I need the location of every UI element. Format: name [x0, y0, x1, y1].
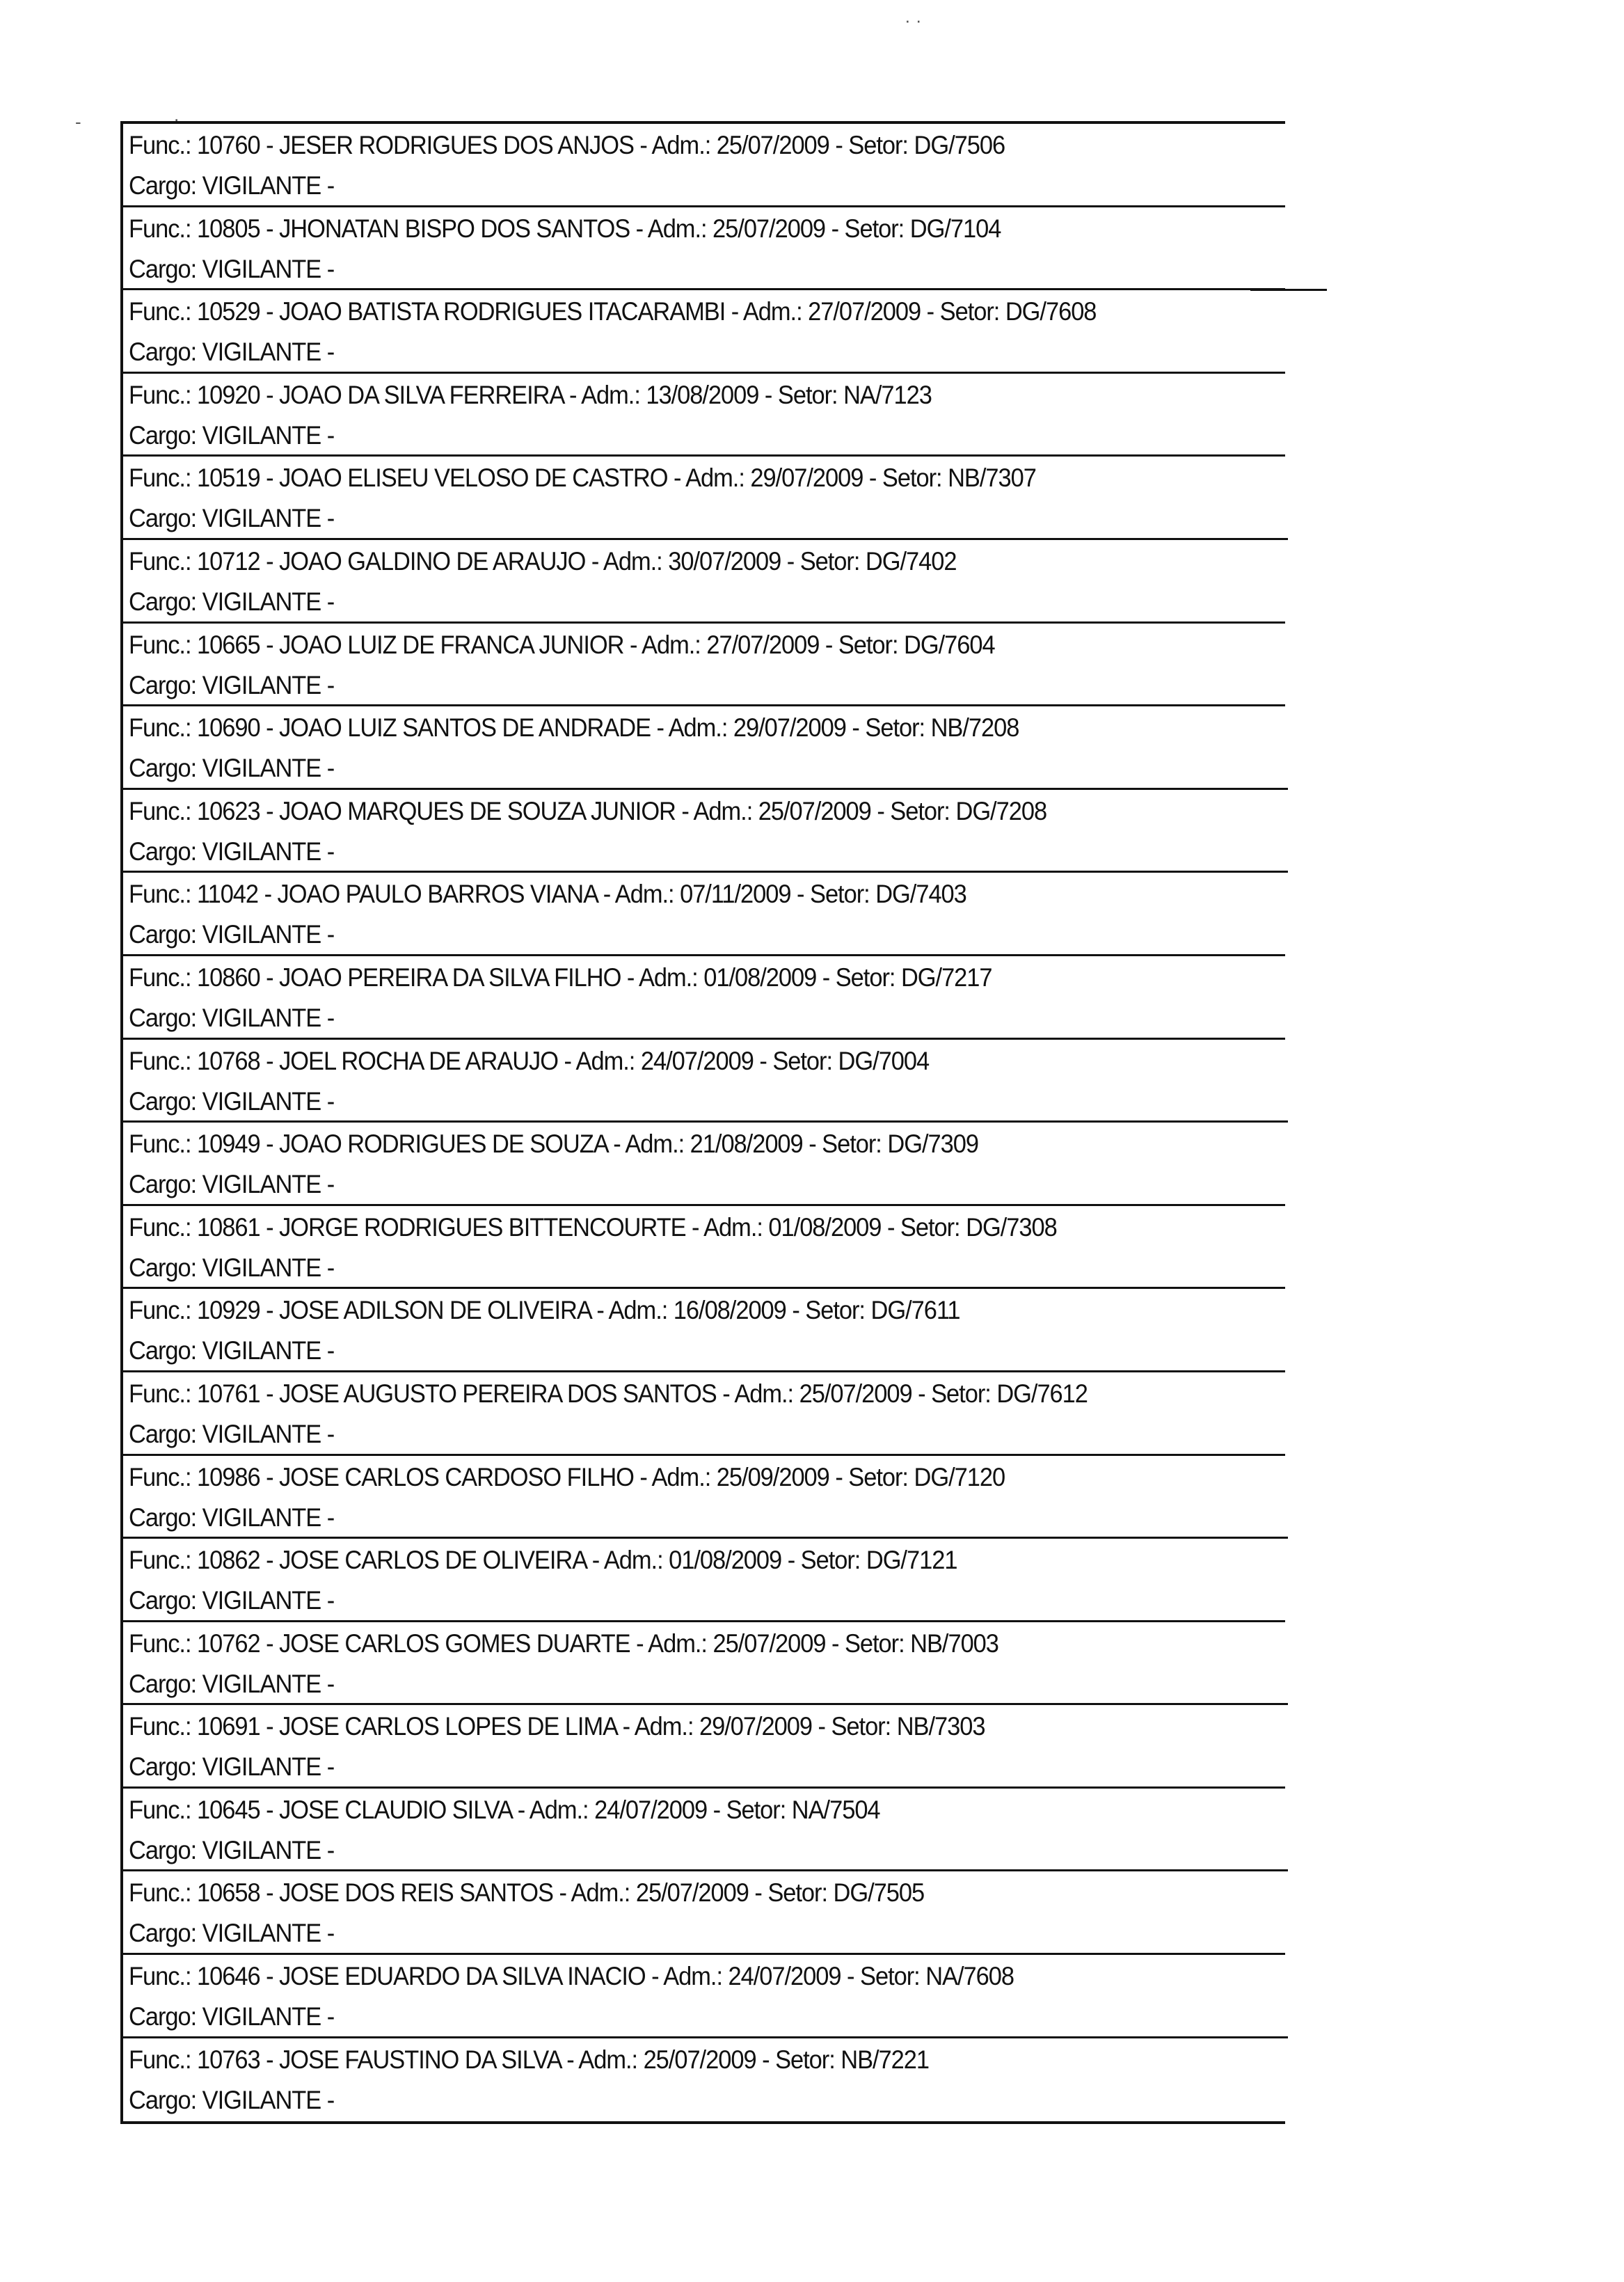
employee-func-line: Func.: 10763 - JOSE FAUSTINO DA SILVA - Adm.: 25/07/2009 - Setor: NB/7221: [129, 2045, 930, 2074]
employee-record: [123, 374, 1285, 457]
employee-func-line: Func.: 10860 - JOAO PEREIRA DA SILVA FILHO - Adm.: 01/08/2009 - Setor: DG/7217: [129, 962, 992, 992]
employee-func-line: Func.: 10645 - JOSE CLAUDIO SILVA - Adm.: 24/07/2009 - Setor: NA/7504: [129, 1795, 880, 1824]
employee-cargo-line: Cargo: VIGILANTE -: [129, 1253, 335, 1282]
employee-cargo-line: Cargo: VIGILANTE -: [129, 670, 335, 699]
employee-cargo-line: Cargo: VIGILANTE -: [129, 920, 335, 949]
employee-record: [123, 1622, 1285, 1706]
employee-record: [123, 1206, 1285, 1290]
employee-list: [120, 121, 1285, 2124]
employee-func-line: Func.: 10929 - JOSE ADILSON DE OLIVEIRA - Adm.: 16/08/2009 - Setor: DG/7611: [129, 1296, 960, 1325]
employee-func-line: Func.: 11042 - JOAO PAULO BARROS VIANA - Adm.: 07/11/2009 - Setor: DG/7403: [129, 880, 966, 909]
employee-func-line: Func.: 10949 - JOAO RODRIGUES DE SOUZA - Adm.: 21/08/2009 - Setor: DG/7309: [129, 1130, 978, 1159]
employee-record: [123, 1040, 1285, 1123]
employee-cargo-line: Cargo: VIGILANTE -: [129, 1170, 335, 1199]
employee-record: [123, 624, 1285, 707]
employee-func-line: Func.: 10760 - JESER RODRIGUES DOS ANJOS - Adm.: 25/07/2009 - Setor: DG/7506: [129, 131, 1005, 159]
employee-record: [123, 873, 1285, 956]
employee-cargo-line: Cargo: VIGILANTE -: [129, 1336, 335, 1365]
employee-record: [123, 1539, 1285, 1622]
employee-func-line: Func.: 10646 - JOSE EDUARDO DA SILVA INACIO - Adm.: 24/07/2009 - Setor: NA/7608: [129, 1962, 1014, 1991]
employee-func-line: Func.: 10986 - JOSE CARLOS CARDOSO FILHO - Adm.: 25/09/2009 - Setor: DG/7120: [129, 1462, 1005, 1491]
employee-record: [123, 207, 1285, 291]
employee-func-line: Func.: 10690 - JOAO LUIZ SANTOS DE ANDRADE - Adm.: 29/07/2009 - Setor: NB/7208: [129, 713, 1019, 743]
employee-record: [123, 1289, 1285, 1372]
employee-cargo-line: Cargo: VIGILANTE -: [129, 587, 335, 616]
employee-record: [123, 124, 1285, 207]
employee-cargo-line: Cargo: VIGILANTE -: [129, 420, 335, 450]
employee-record: [123, 290, 1285, 374]
employee-cargo-line: Cargo: VIGILANTE -: [129, 171, 335, 200]
employee-cargo-line: Cargo: VIGILANTE -: [129, 754, 335, 783]
scan-speck-mark: -: [75, 111, 81, 132]
employee-func-line: Func.: 10658 - JOSE DOS REIS SANTOS - Adm.: 25/07/2009 - Setor: DG/7505: [129, 1878, 925, 1908]
employee-cargo-line: Cargo: VIGILANTE -: [129, 1503, 335, 1532]
employee-record: [123, 1955, 1285, 2038]
employee-cargo-line: Cargo: VIGILANTE -: [129, 1419, 335, 1448]
employee-func-line: Func.: 10519 - JOAO ELISEU VELOSO DE CASTRO - Adm.: 29/07/2009 - Setor: NB/7307: [129, 463, 1036, 493]
employee-record: [123, 1372, 1285, 1456]
employee-record: [123, 540, 1285, 624]
employee-func-line: Func.: 10920 - JOAO DA SILVA FERREIRA - Adm.: 13/08/2009 - Setor: NA/7123: [129, 380, 932, 409]
employee-func-line: Func.: 10861 - JORGE RODRIGUES BITTENCOURTE - Adm.: 01/08/2009 - Setor: DG/7308: [129, 1212, 1057, 1242]
employee-func-line: Func.: 10665 - JOAO LUIZ DE FRANCA JUNIOR - Adm.: 27/07/2009 - Setor: DG/7604: [129, 630, 995, 659]
employee-cargo-line: Cargo: VIGILANTE -: [129, 1669, 335, 1698]
employee-record: [123, 790, 1285, 873]
employee-func-line: Func.: 10761 - JOSE AUGUSTO PEREIRA DOS SANTOS - Adm.: 25/07/2009 - Setor: DG/7612: [129, 1379, 1088, 1408]
employee-cargo-line: Cargo: VIGILANTE -: [129, 1086, 335, 1116]
employee-record: [123, 956, 1285, 1040]
employee-func-line: Func.: 10712 - JOAO GALDINO DE ARAUJO - Adm.: 30/07/2009 - Setor: DG/7402: [129, 546, 957, 576]
employee-cargo-line: Cargo: VIGILANTE -: [129, 504, 335, 533]
employee-cargo-line: Cargo: VIGILANTE -: [129, 1919, 335, 1948]
employee-cargo-line: Cargo: VIGILANTE -: [129, 1752, 335, 1782]
employee-func-line: Func.: 10691 - JOSE CARLOS LOPES DE LIMA - Adm.: 29/07/2009 - Setor: NB/7303: [129, 1712, 985, 1741]
employee-cargo-line: Cargo: VIGILANTE -: [129, 1835, 335, 1864]
employee-record: [123, 2038, 1285, 2122]
employee-record: [123, 1789, 1285, 1872]
employee-record: [123, 1871, 1285, 1955]
employee-func-line: Func.: 10529 - JOAO BATISTA RODRIGUES ITACARAMBI - Adm.: 27/07/2009 - Setor: DG/7608: [129, 297, 1097, 326]
scan-speck-mark: ,: [174, 104, 180, 125]
employee-func-line: Func.: 10623 - JOAO MARQUES DE SOUZA JUNIOR - Adm.: 25/07/2009 - Setor: DG/7208: [129, 796, 1047, 825]
employee-func-line: Func.: 10862 - JOSE CARLOS DE OLIVEIRA - Adm.: 01/08/2009 - Setor: DG/7121: [129, 1546, 957, 1575]
employee-record: [123, 1705, 1285, 1789]
employee-cargo-line: Cargo: VIGILANTE -: [129, 837, 335, 866]
employee-cargo-line: Cargo: VIGILANTE -: [129, 1586, 335, 1615]
employee-func-line: Func.: 10768 - JOEL ROCHA DE ARAUJO - Adm.: 24/07/2009 - Setor: DG/7004: [129, 1046, 930, 1075]
employee-func-line: Func.: 10805 - JHONATAN BISPO DOS SANTOS - Adm.: 25/07/2009 - Setor: DG/7104: [129, 214, 1001, 243]
employee-func-line: Func.: 10762 - JOSE CARLOS GOMES DUARTE - Adm.: 25/07/2009 - Setor: NB/7003: [129, 1629, 998, 1658]
employee-cargo-line: Cargo: VIGILANTE -: [129, 1003, 335, 1032]
employee-record: [123, 457, 1285, 540]
employee-record: [123, 706, 1285, 790]
employee-cargo-line: Cargo: VIGILANTE -: [129, 2002, 335, 2031]
scan-speck-mark: · ·: [905, 10, 922, 31]
employee-record: [123, 1123, 1285, 1206]
employee-cargo-line: Cargo: VIGILANTE -: [129, 254, 335, 283]
employee-cargo-line: Cargo: VIGILANTE -: [129, 2085, 335, 2114]
employee-record: [123, 1456, 1285, 1539]
employee-cargo-line: Cargo: VIGILANTE -: [129, 338, 335, 367]
